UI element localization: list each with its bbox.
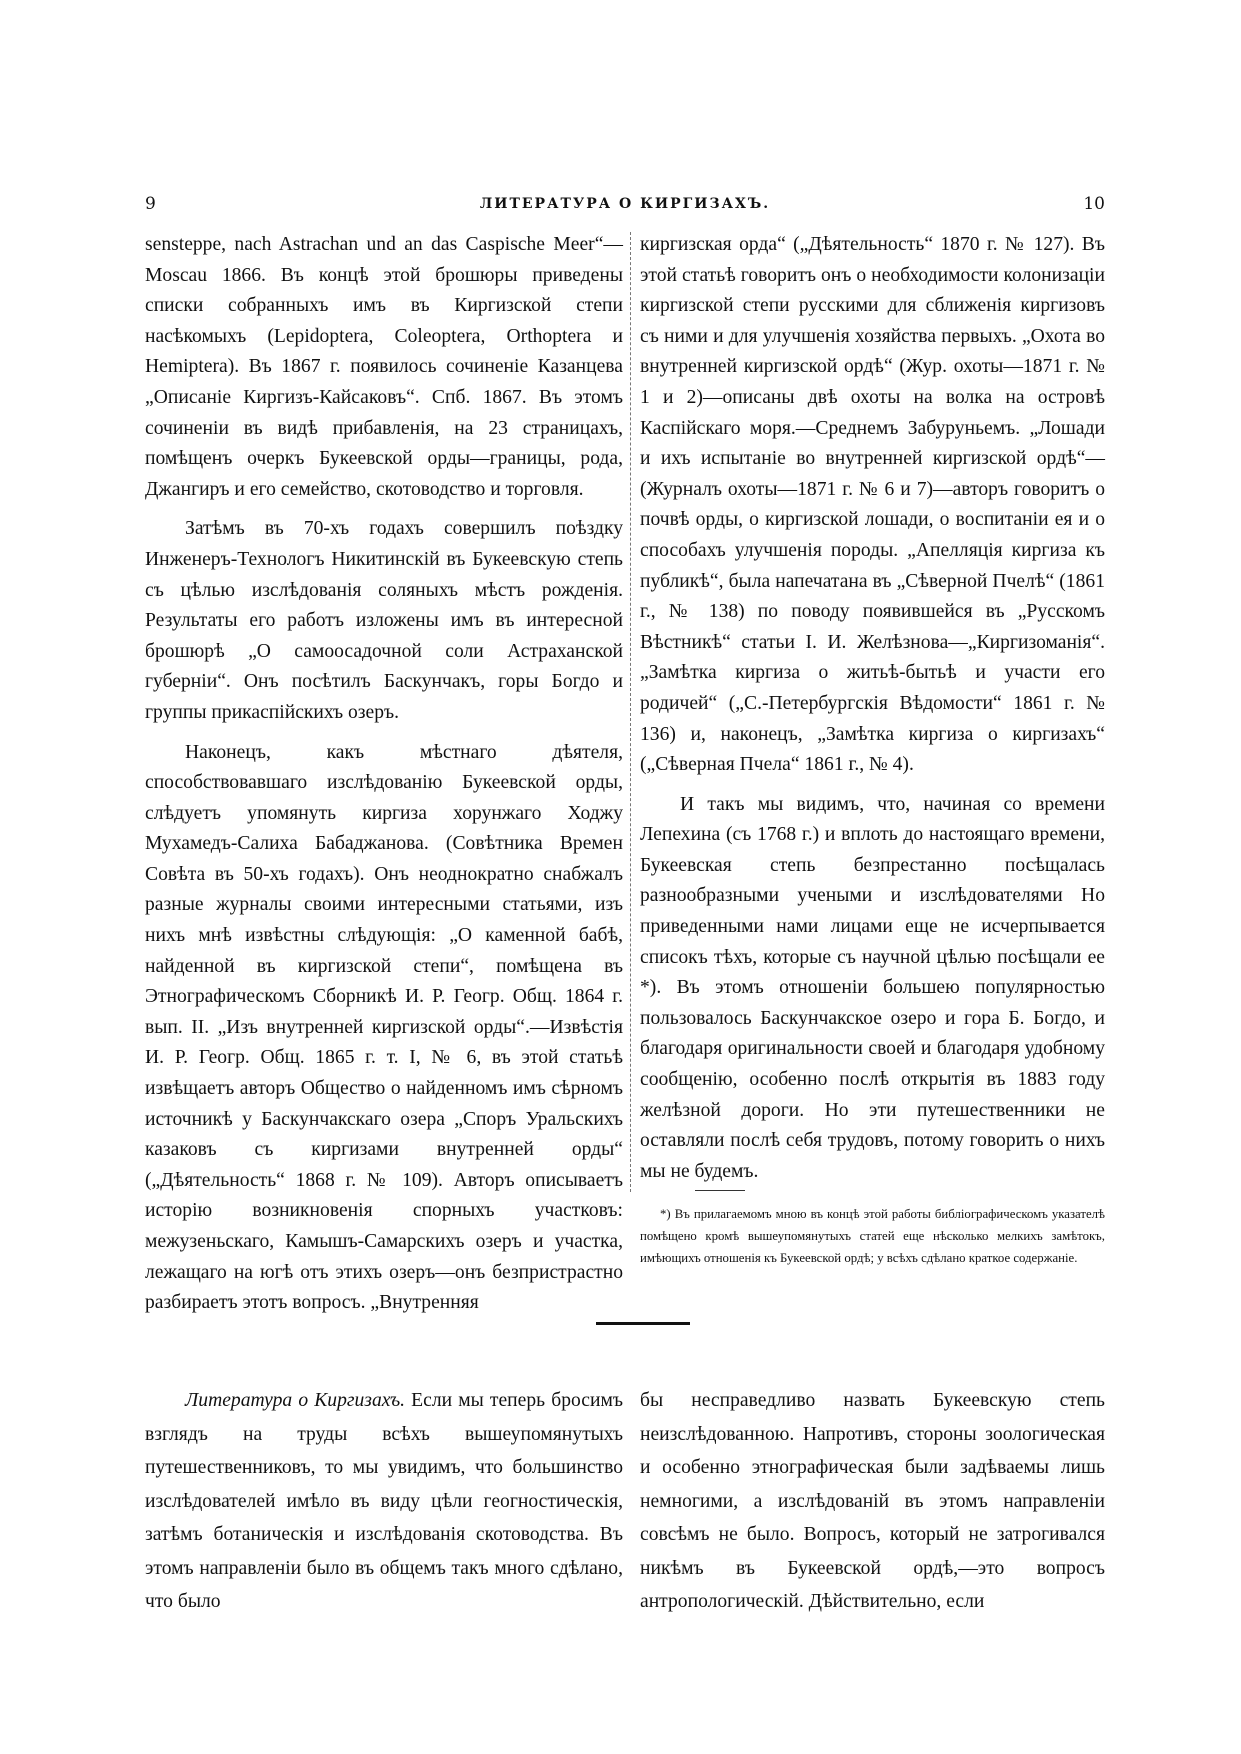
paragraph: sensteppe, nach Astrachan und an das Caspische Meer“—Moscau 1866. Въ концѣ этой брошюры приведены списки собранныхъ имъ въ Киргизской степи насѣкомыхъ (Lepidoptera, Coleoptera, Orthoptera и Hemiptera). Въ 1867 г. появилось сочиненіе Казанцева „Описаніе Киргизъ-Кайсаковъ“. Спб. 1867. Въ этомъ сочиненіи въ видѣ прибавленія, на 23 страницахъ, помѣщенъ очеркъ Букеевской орды—границы, рода, Джангиръ и его семейство, скотоводство и торговля. bbox=[145, 234, 623, 500]
paragraph: И такъ мы видимъ, что, начиная со времени Лепехина (съ 1768 г.) и вплоть до настоящаго времени, Букеевская степь безпрестанно посѣщалась разнообразными учеными и изслѣдователями Но приведенными нами лицами еще не исчерпывается списокъ тѣхъ, которые съ научной цѣлью посѣщали ее *). Въ этомъ отношеніи большею популярностью пользовалось Баскунчакское озеро и гора Б. Богдо, и благодаря оригинальности своей и благодаря удобному сообщенію, особенно послѣ открытія въ 1883 году желѣзной дороги. Но эти путешественники не оставляли послѣ себя трудовъ, потому говорить о нихъ мы не будемъ. bbox=[640, 793, 1105, 1182]
left-column-upper bbox=[145, 230, 623, 1319]
page-number-left: 9 bbox=[145, 194, 156, 214]
left-column-lower bbox=[145, 1384, 623, 1619]
section-heading: Литература о Киргизахъ. bbox=[185, 1390, 406, 1411]
paragraph-text: Если мы теперь бросимъ взглядъ на труды всѣхъ вышеупомянутыхъ путешественниковъ, то мы увидимъ, что большинство изслѣдователей имѣло въ виду цѣли геогностическія, затѣмъ ботаническія и изслѣдованія скотоводства. Въ этомъ направленіи было въ общемъ такъ много сдѣлано, что было bbox=[145, 1390, 623, 1612]
paragraph: киргизская орда“ („Дѣятельность“ 1870 г. № 127). Въ этой статьѣ говоритъ онъ о необходимости колонизаціи киргизской степи русскими для сближенія киргизовъ съ ними и для улучшенія хозяйства первыхъ. „Охота во внутренней киргизской ордѣ“ (Жур. охоты—1871 г. № 1 и 2)—описаны двѣ охоты на волка на островѣ Каспійскаго моря.—Среднемъ Забуруньемъ. „Лошади и ихъ испытаніе во внутренней киргизской ордѣ“—(Журналъ охоты—1871 г. № 6 и 7)—авторъ говоритъ о почвѣ орды, о киргизской лошади, о воспитаніи ея и о способахъ улучшенія породы. „Апелляція киргиза къ публикѣ“, была напечатана въ „Сѣверной Пчелѣ“ (1861 г., № 138) по поводу появившейся въ „Русскомъ Вѣстникѣ“ статьи I. И. Желѣзнова—„Киргизоманія“. „Замѣтка киргиза о житьѣ-бытьѣ и участи его родичей“ („С.-Петербургскія Вѣдомости“ 1861 г. № 136) и, наконецъ, „Замѣтка киргиза о киргизахъ“ („Сѣверная Пчела“ 1861 г., № 4). bbox=[640, 234, 1105, 776]
footnote: *) Въ прилагаемомъ мною въ концѣ этой работы библіографическомъ указателѣ помѣщено кромѣ вышеупомянутыхъ статей еще нѣсколько мелкихъ замѣтокъ, имѣющихъ отношенія къ Букеевской ордѣ; у всѣхъ сдѣлано краткое содержаніе. bbox=[640, 1207, 1105, 1265]
paragraph: Затѣмъ въ 70-хъ годахъ совершилъ поѣздку Инженеръ-Технологъ Никитинскій въ Букеевскую степь съ цѣлью изслѣдованія соляныхъ мѣстъ рожденія. Результаты его работъ изложены имъ въ интересной брошюрѣ „О самоосадочной соли Астраханской губерніи“. Онъ посѣтилъ Баскунчакъ, горы Богдо и группы прикаспійскихъ озеръ. bbox=[145, 518, 623, 723]
running-title: ЛИТЕРАТУРА О КИРГИЗАХЪ. bbox=[479, 196, 771, 212]
section-divider bbox=[596, 1322, 690, 1325]
right-column-upper bbox=[640, 230, 1105, 1187]
right-column-lower bbox=[640, 1384, 1105, 1619]
paragraph: Наконецъ, какъ мѣстнаго дѣятеля, способствовавшаго изслѣдованію Букеевской орды, слѣдуетъ упомянуть киргиза хорунжаго Ходжу Мухамедъ-Салиха Бабаджанова. (Совѣтника Времен Совѣта въ 50-хъ годахъ). Онъ неоднократно снабжалъ разные журналы своими интересными статьями, изъ нихъ мнѣ извѣстны слѣдующія: „О каменной бабѣ, найденной въ киргизской степи“, помѣщена въ Этнографическомъ Сборникѣ И. Р. Геогр. Общ. 1864 г. вып. II. „Изъ внутренней киргизской орды“.—Извѣстія И. Р. Геогр. Общ. 1865 г. т. I, № 6, въ этой статьѣ извѣщаетъ авторъ Общество о найденномъ имъ сѣрномъ источникѣ у Баскунчакскаго озера „Споръ Уральскихъ казаковъ съ киргизами внутренней орды“ („Дѣятельность“ 1868 г. № 109). Авторъ описываетъ исторію возникновенія спорныхъ участковъ: межузеньскаго, Камышъ-Самарскихъ озеръ и участка, лежащаго на югѣ отъ этихъ озеръ—онъ безпристрастно разбираетъ этотъ вопросъ. „Внутренняя bbox=[145, 741, 623, 1314]
page-number-right: 10 bbox=[1083, 194, 1105, 214]
paragraph bbox=[145, 1384, 623, 1619]
column-divider bbox=[630, 232, 631, 1192]
paragraph: бы несправедливо назвать Букеевскую степь неизслѣдованною. Напротивъ, стороны зоологическая и особенно этнографическая были задѣваемы лишь немногими, а изслѣдованій въ этомъ направленіи совсѣмъ не было. Вопросъ, который не затрогивался никѣмъ въ Букеевской ордѣ,—это вопросъ антропологическій. Дѣйствительно, если bbox=[640, 1390, 1105, 1612]
running-header bbox=[145, 194, 1105, 220]
footnote-rule bbox=[695, 1190, 745, 1191]
